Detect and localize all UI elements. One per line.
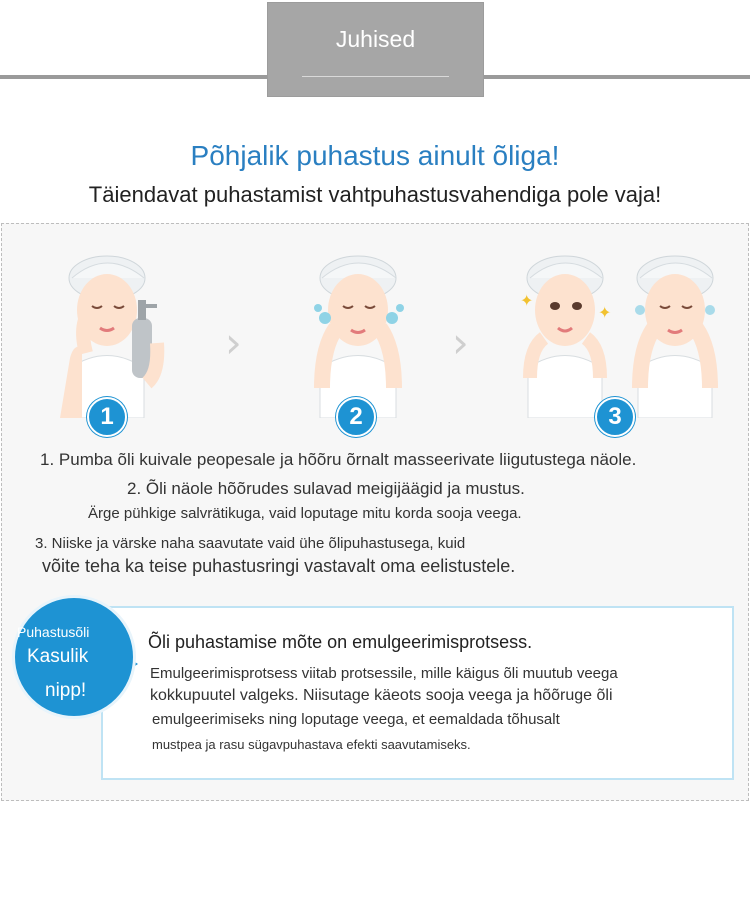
step-2-note: Ärge pühkige salvrätikuga, vaid loputage mitu korda sooja veega. xyxy=(88,505,522,522)
bubble-line-1: Puhastusõli xyxy=(17,624,90,640)
header-title: Juhised xyxy=(335,26,416,52)
tip-line: mustpea ja rasu sügavpuhastava efekti saavutamiseks. xyxy=(152,737,471,752)
chevron-right-icon: › xyxy=(452,318,469,367)
step-1-text: 1. Pumba õli kuivale peopesale ja hõõru õrnalt masseerivate liigutustega näole. xyxy=(40,450,637,469)
tip-line: Emulgeerimisprotsess viitab protsessile, mille käigus õli muutub veega xyxy=(150,665,618,682)
step-3-badge: 3 xyxy=(595,397,635,437)
step-2-badge: 2 xyxy=(336,397,376,437)
chevron-right-icon: › xyxy=(225,318,242,367)
bubble-line-3: nipp! xyxy=(45,680,87,701)
woman-applying-oil-illustration xyxy=(52,248,172,418)
step-3-text: 3. Niiske ja värske naha saavutate vaid ühe õlipuhastusega, kuid xyxy=(35,535,466,552)
woman-massaging-face-illustration xyxy=(300,248,420,418)
main-title: Põhjalik puhastus ainult õliga! xyxy=(190,140,560,171)
tip-title: Õli puhastamise mõte on emulgeerimisprotsess. xyxy=(148,632,533,652)
subtitle: Täiendavat puhastamist vahtpuhastusvahendiga pole vaja! xyxy=(88,182,662,207)
tip-line: emulgeerimiseks ning loputage veega, et eemaldada tõhusalt xyxy=(152,711,560,728)
svg-text:✦: ✦ xyxy=(520,291,534,310)
step-2-text: 2. Õli näole hõõrudes sulavad meigijäägid ja mustus. xyxy=(127,479,525,498)
step-1-badge: 1 xyxy=(87,397,127,437)
header-tab xyxy=(267,2,484,97)
header-underline xyxy=(302,76,449,77)
step-3-text-cont: võite teha ka teise puhastusringi vastavalt oma eelistustele. xyxy=(42,556,516,576)
tip-line: kokkupuutel valgeks. Niisutage käeots sooja veega ja hõõruge õli xyxy=(150,687,613,704)
women-rinsing-face-illustration xyxy=(510,248,740,418)
svg-text:✦: ✦ xyxy=(598,303,612,322)
bubble-line-2: Kasulik xyxy=(27,646,89,667)
